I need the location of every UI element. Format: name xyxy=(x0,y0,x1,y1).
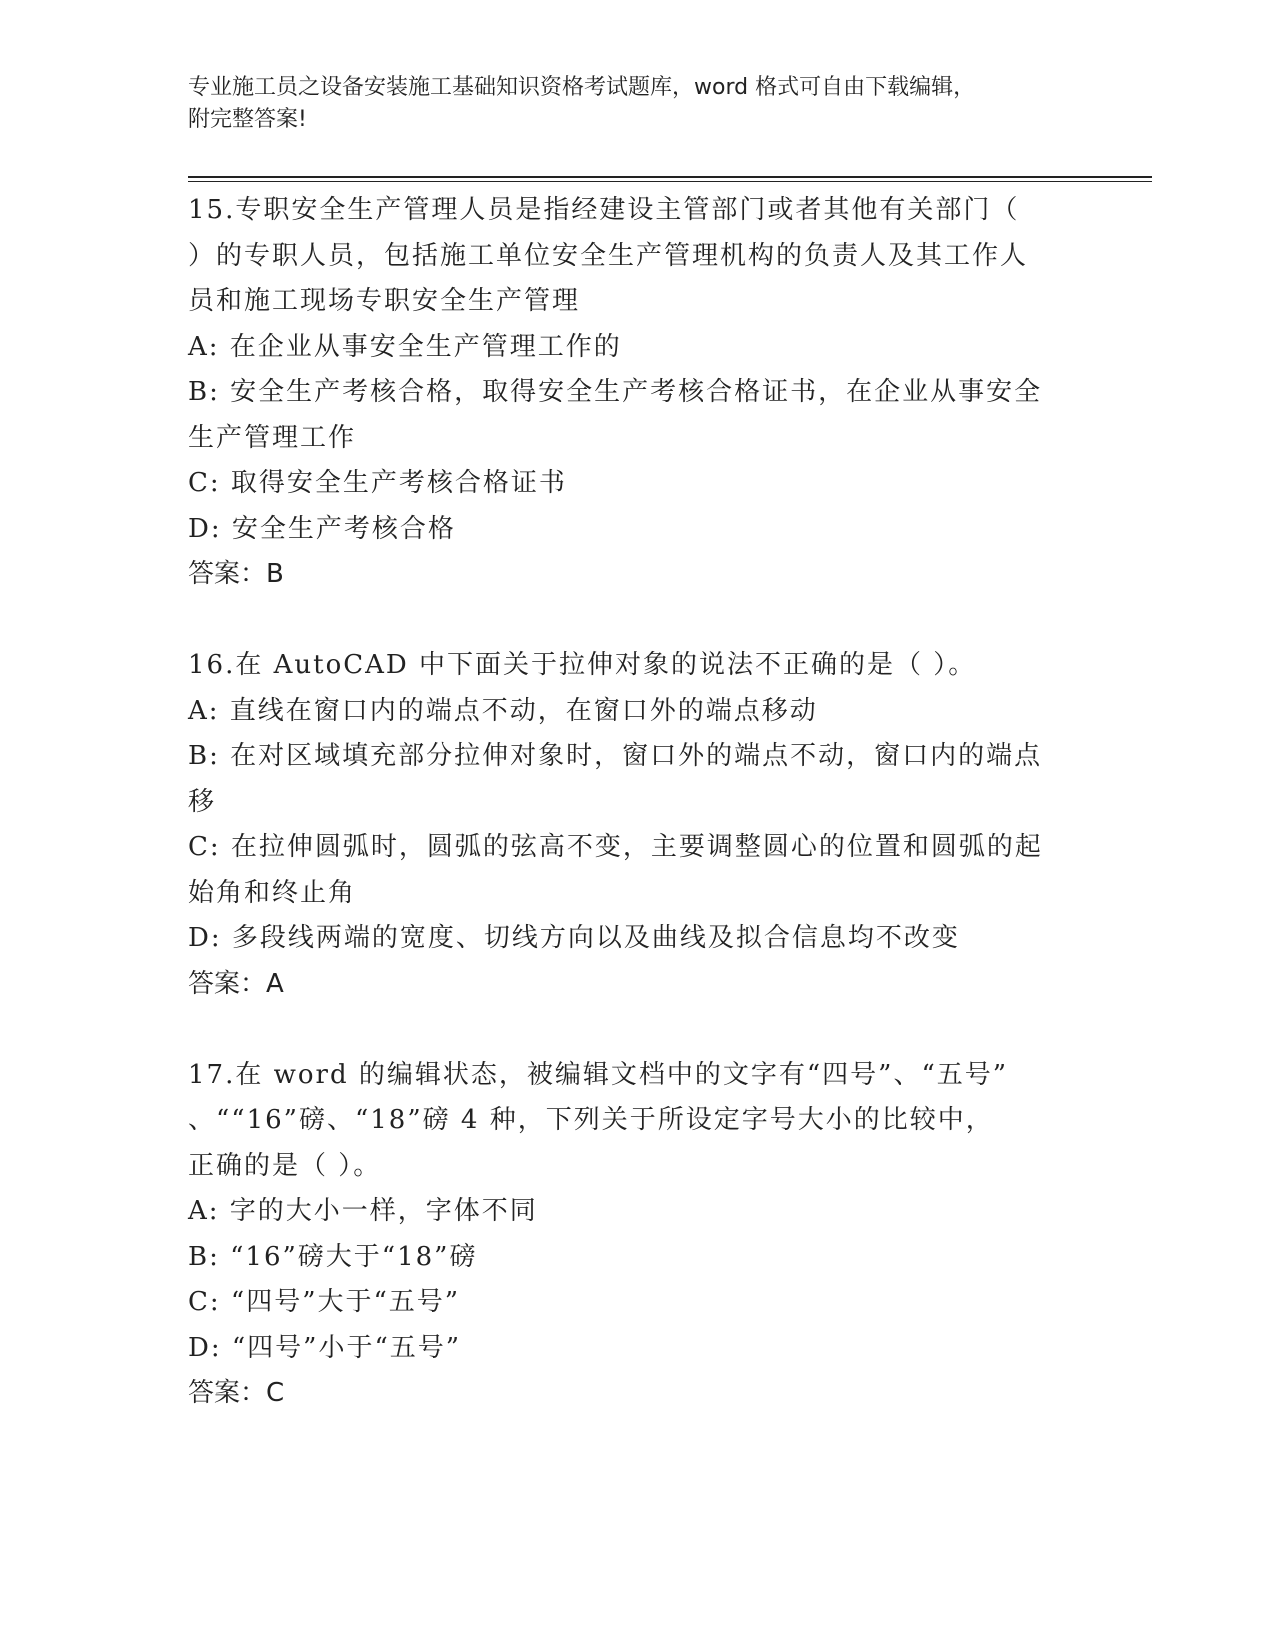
question-stem: ）的专职人员，包括施工单位安全生产管理机构的负责人及其工作人 xyxy=(188,240,1029,271)
question-17 xyxy=(188,1053,1068,1417)
option-b: B: 安全生产考核合格，取得安全生产考核合格证书，在企业从事安全 xyxy=(188,377,1043,407)
question-stem: 正确的是（ ）。 xyxy=(188,1150,382,1181)
spacer xyxy=(188,598,1068,644)
option-b: B: “16”磅大于“18”磅 xyxy=(188,1241,478,1272)
option-d: D: “四号”小于“五号” xyxy=(188,1332,462,1363)
spacer xyxy=(188,1007,1068,1053)
option-b: B: 在对区域填充部分拉伸对象时，窗口外的端点不动，窗口内的端点 xyxy=(188,741,1043,771)
question-stem: 员和施工现场专职安全生产管理 xyxy=(188,286,581,316)
question-list xyxy=(188,188,1068,1417)
option-c: 始角和终止角 xyxy=(188,877,357,908)
header-line: 专业施工员之设备安装施工基础知识资格考试题库，word 格式可自由下载编辑， xyxy=(188,75,976,100)
option-d: D: 多段线两端的宽度、切线方向以及曲线及拟合信息均不改变 xyxy=(188,923,960,953)
header-divider-thin xyxy=(188,181,1152,182)
header-line: 附完整答案! xyxy=(188,107,307,132)
question-16 xyxy=(188,643,1068,1007)
document-header xyxy=(188,72,1068,136)
option-d: D: 安全生产考核合格 xyxy=(188,513,456,544)
header-divider xyxy=(188,176,1152,178)
answer-label: 答案：B xyxy=(188,559,284,589)
option-a: A: 字的大小一样，字体不同 xyxy=(188,1196,538,1226)
option-c: C: 取得安全生产考核合格证书 xyxy=(188,468,567,498)
question-stem: 、““16”磅、“18”磅 4 种，下列关于所设定字号大小的比较中， xyxy=(188,1105,994,1135)
option-a: A: 在企业从事安全生产管理工作的 xyxy=(188,331,622,362)
option-b: 生产管理工作 xyxy=(188,422,357,453)
question-stem: 15.专职安全生产管理人员是指经建设主管部门或者其他有关部门（ xyxy=(188,195,1020,225)
answer-label: 答案：A xyxy=(188,968,284,999)
option-c: C: 在拉伸圆弧时，圆弧的弦高不变，主要调整圆心的位置和圆弧的起 xyxy=(188,832,1043,862)
question-15 xyxy=(188,188,1068,598)
question-stem: 17.在 word 的编辑状态，被编辑文档中的文字有“四号”、“五号” xyxy=(188,1059,1009,1090)
option-c: C: “四号”大于“五号” xyxy=(188,1287,461,1317)
option-a: A: 直线在窗口内的端点不动，在窗口外的端点移动 xyxy=(188,695,818,726)
question-stem: 16.在 AutoCAD 中下面关于拉伸对象的说法不正确的是（ ）。 xyxy=(188,650,977,680)
option-b: 移 xyxy=(188,786,217,817)
answer-label: 答案：C xyxy=(188,1378,285,1408)
